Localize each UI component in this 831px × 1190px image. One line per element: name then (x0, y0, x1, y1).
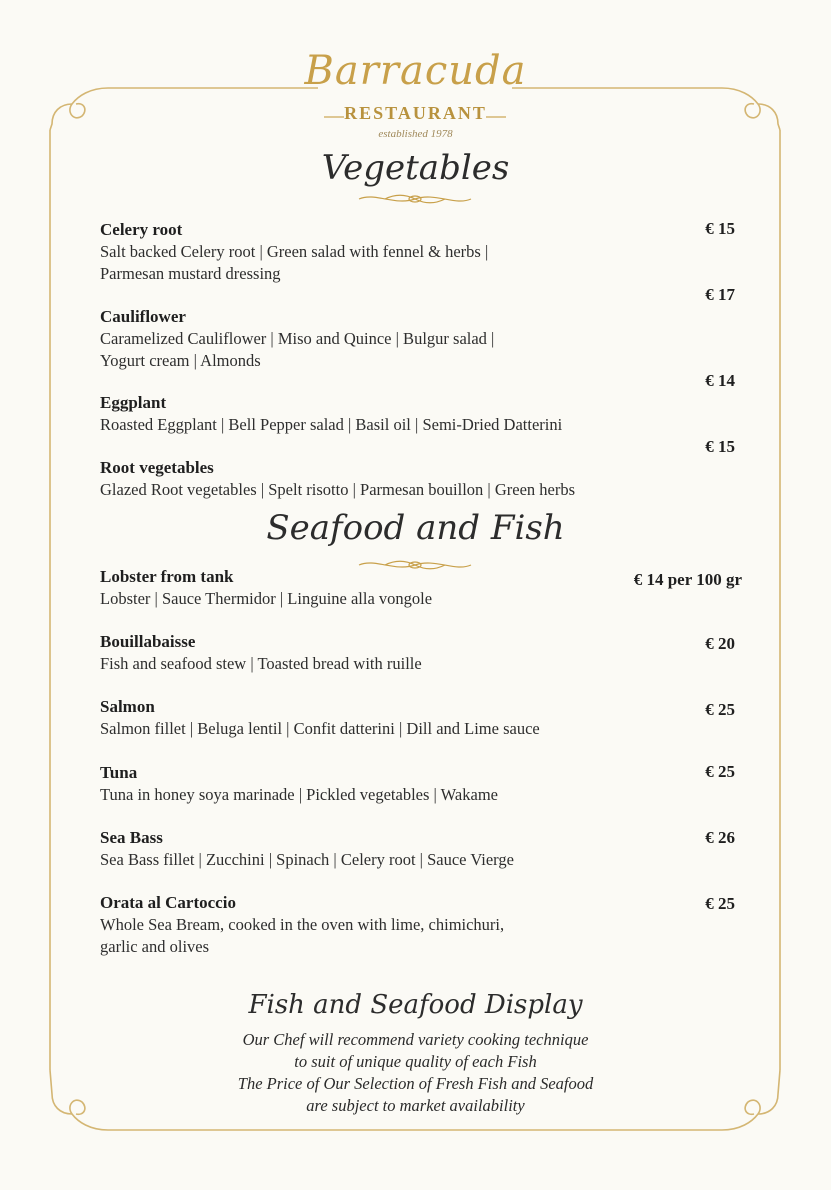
menu-item-cauliflower (100, 306, 700, 371)
item-description: Parmesan mustard dressing (100, 263, 281, 283)
item-name: Eggplant (100, 393, 167, 412)
item-name: Orata al Cartoccio (100, 893, 236, 912)
menu-item-sea-bass (100, 827, 700, 871)
item-description: Roasted Eggplant | Bell Pepper salad | Basil oil | Semi-Dried Datterini (100, 415, 563, 434)
item-name: Tuna (100, 763, 138, 782)
display-title: Fish and Seafood Display (248, 990, 583, 1020)
item-description: Lobster | Sauce Thermidor | Linguine alla vongole (100, 589, 433, 608)
menu-item-orata (100, 892, 700, 957)
menu-item-bouillabaisse (100, 631, 700, 675)
item-name: Bouillabaisse (100, 632, 196, 651)
item-name: Sea Bass (100, 828, 163, 847)
item-description: Whole Sea Bream, cooked in the oven with lime, chimichuri, (100, 915, 505, 934)
menu-item-celery-root (100, 219, 700, 284)
brand-logo-script: Barracuda (304, 48, 527, 94)
item-description: Glazed Root vegetables | Spelt risotto | Parmesan bouillon | Green herbs (100, 480, 576, 499)
menu-item-eggplant (100, 392, 700, 436)
menu-item-root-vegetables (100, 457, 700, 501)
item-description: Sea Bass fillet | Zucchini | Spinach | Celery root | Sauce Vierge (100, 850, 514, 869)
display-line: to suit of unique quality of each Fish (294, 1052, 537, 1071)
item-price: € 26 (705, 828, 735, 847)
item-name: Root vegetables (100, 458, 214, 477)
section-title-vegetables: Vegetables (321, 148, 510, 188)
item-price: € 14 per 100 gr (633, 570, 742, 589)
display-line: are subject to market availability (306, 1096, 525, 1115)
item-name: Cauliflower (100, 307, 186, 326)
item-description: Salmon fillet | Beluga lentil | Confit datterini | Dill and Lime sauce (100, 719, 540, 738)
item-description: Fish and seafood stew | Toasted bread with ruille (100, 654, 422, 673)
item-price: € 15 (705, 437, 735, 456)
item-description: garlic and olives (100, 936, 210, 956)
item-description: Salt backed Celery root | Green salad with fennel & herbs | (100, 242, 489, 261)
display-description (0, 1029, 831, 1117)
item-name: Salmon (100, 697, 155, 716)
item-price: € 20 (705, 634, 735, 653)
item-name: Lobster from tank (100, 567, 234, 586)
menu-item-tuna (100, 762, 700, 806)
item-price: € 25 (705, 700, 735, 719)
item-description: Yogurt cream | Almonds (100, 350, 261, 370)
menu-item-salmon (100, 696, 700, 740)
menu-item-lobster (100, 566, 700, 610)
section-title-seafood: Seafood and Fish (266, 508, 565, 548)
item-name: Celery root (100, 220, 183, 239)
brand-logo-subtitle: RESTAURANT (344, 103, 487, 123)
item-price: € 15 (705, 219, 735, 238)
flourish-ornament-icon (355, 190, 475, 208)
display-line: The Price of Our Selection of Fresh Fish and Seafood (237, 1074, 594, 1093)
item-price: € 17 (705, 285, 735, 304)
brand-established: established 1978 (378, 128, 453, 140)
item-price: € 25 (705, 762, 735, 781)
item-description: Caramelized Cauliflower | Miso and Quince | Bulgur salad | (100, 329, 495, 348)
item-price: € 14 (705, 371, 735, 390)
item-description: Tuna in honey soya marinade | Pickled vegetables | Wakame (100, 785, 498, 804)
item-price: € 25 (705, 894, 735, 913)
display-line: Our Chef will recommend variety cooking technique (242, 1030, 589, 1049)
